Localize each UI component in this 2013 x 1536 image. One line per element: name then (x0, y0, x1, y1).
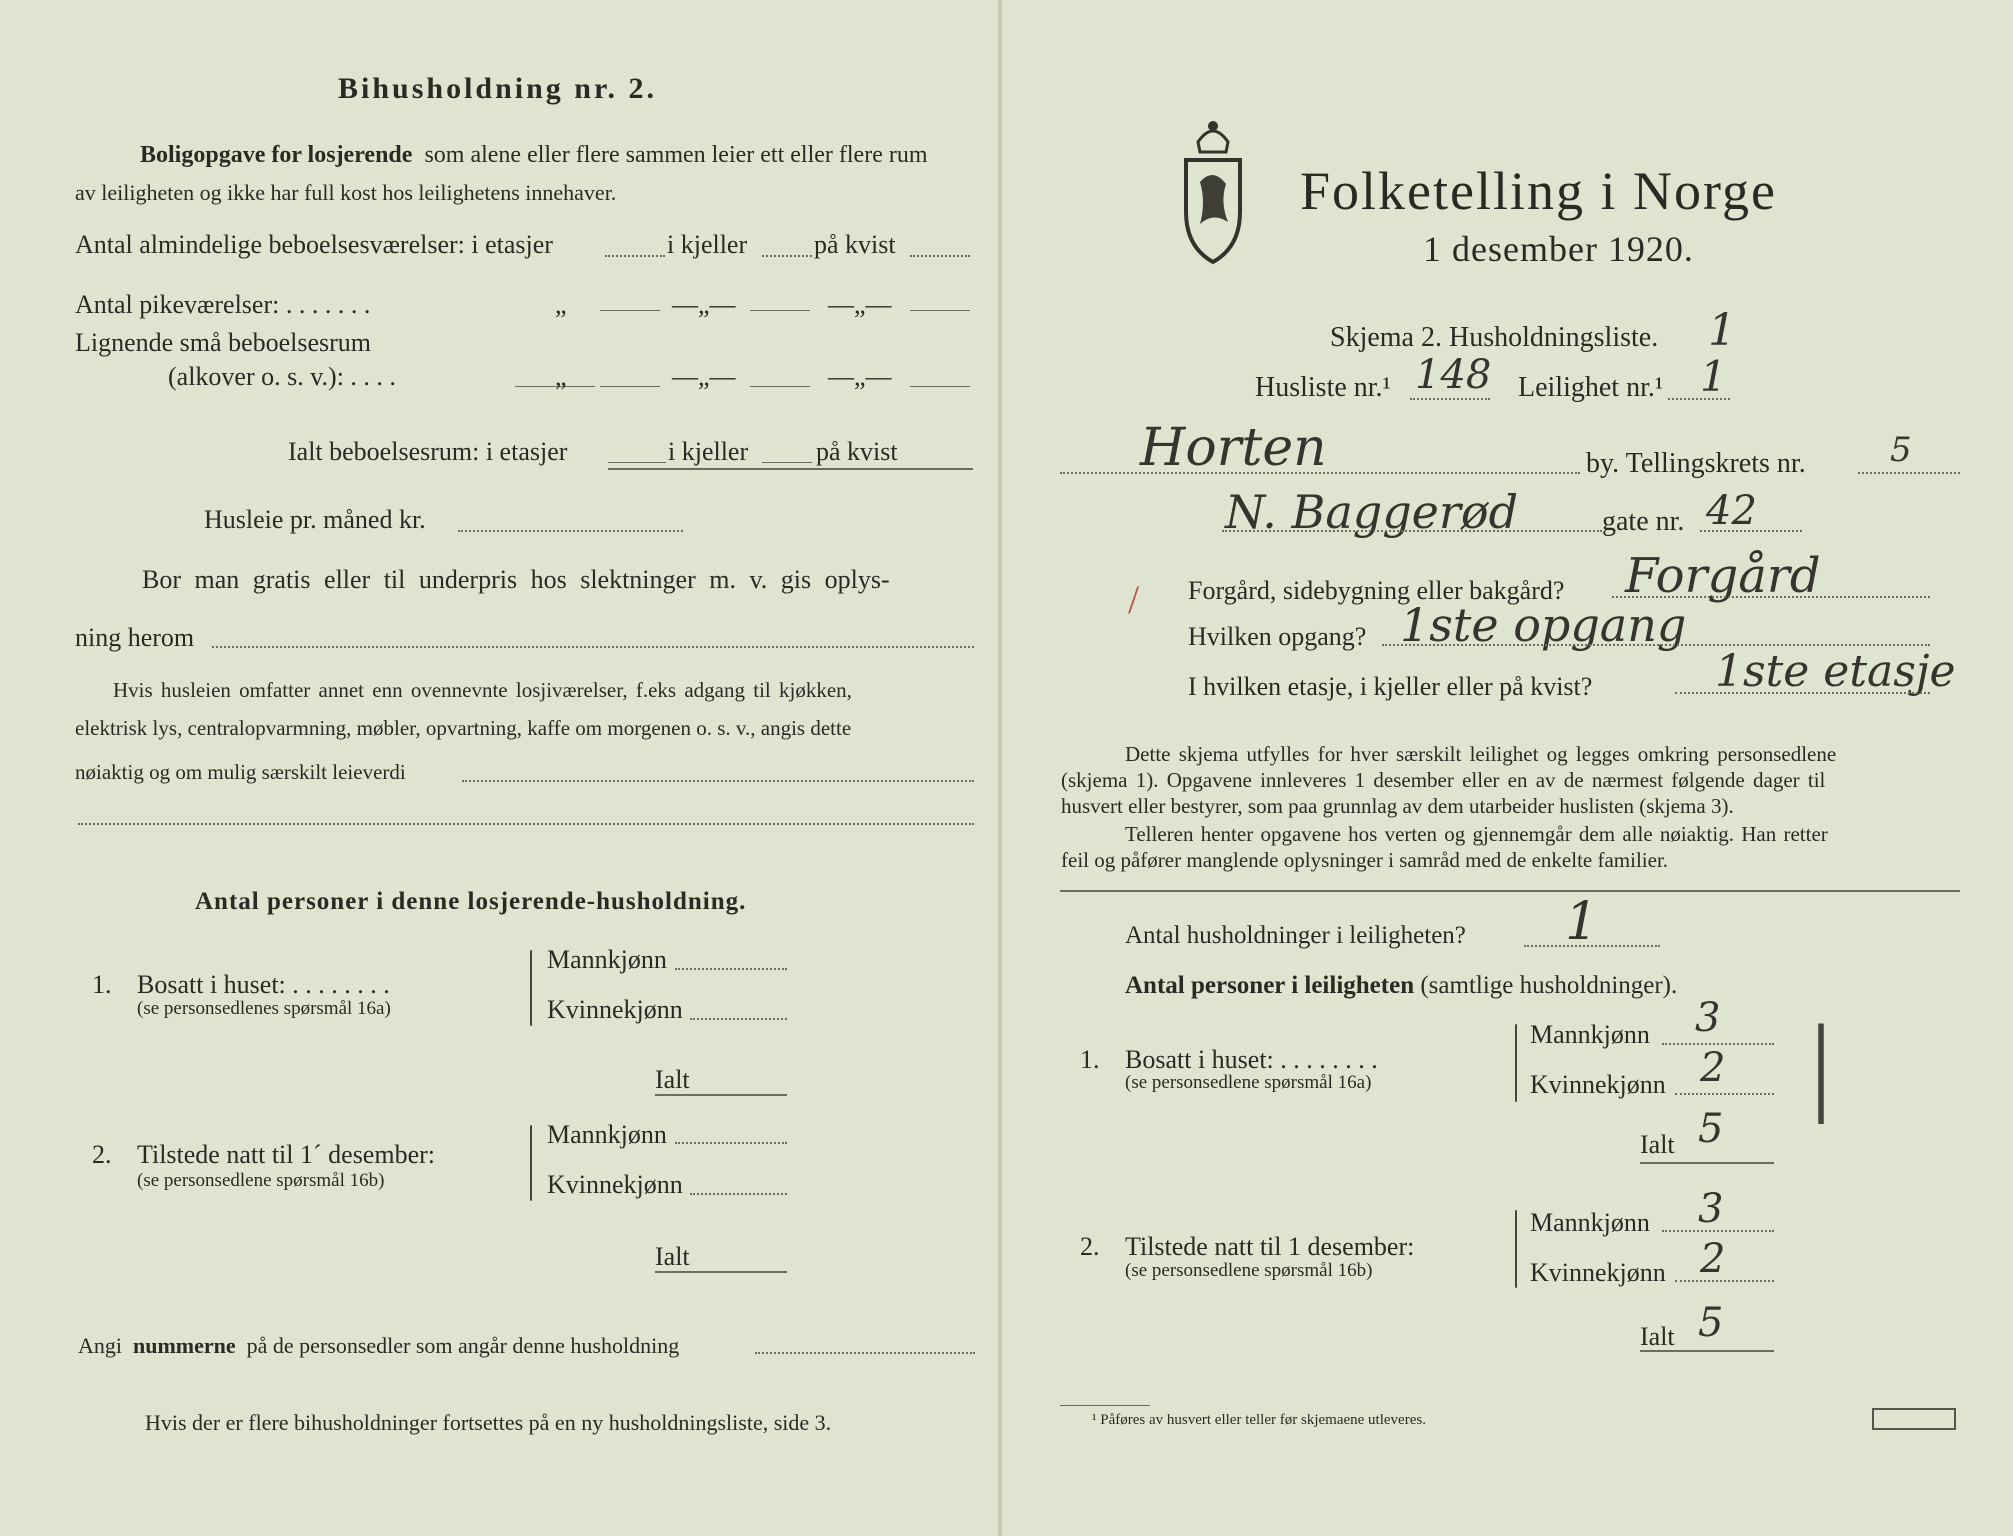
footnote-rule (1060, 1405, 1150, 1406)
printer-stamp (1872, 1408, 1956, 1430)
left-q2-mann-field[interactable] (675, 1142, 787, 1144)
note-line-3: husvert eller bestyrer, som paa grunnlag av dem utarbeider huslisten (skjema 3). (1061, 794, 1734, 818)
footnote: ¹ Påføres av husvert eller teller før skjemaene utleveres. (1092, 1412, 1426, 1428)
note-line-2: (skjema 1). Opgavene innleveres 1 desember eller en av de nærmest følgende dager til (1061, 768, 1826, 792)
etasjer-field[interactable] (605, 255, 665, 257)
angi-line: Angi nummerne på de personsedler som angår denne husholdning (78, 1333, 680, 1358)
etasje-label: I hvilken etasje, i kjeller eller på kvist? (1188, 672, 1593, 701)
note-line-5: feil og påfører manglende oplysninger i samråd med de enkelte familier. (1061, 848, 1669, 872)
etasje-hw[interactable]: 1ste etasje (1715, 646, 1956, 697)
left-q1-ialt-label: Ialt (655, 1065, 690, 1094)
left-q2-mann-label: Mannkjønn (547, 1120, 667, 1149)
krets-field[interactable] (1858, 472, 1960, 474)
ialt-etasjer-field[interactable] (608, 462, 666, 463)
note-line-1: Dette skjema utfylles for hver særskilt leilighet og legges omkring personsedlene (1125, 742, 1837, 766)
left-q1-kvinne-field[interactable] (690, 1018, 787, 1020)
husliste-hw[interactable]: 148 (1415, 352, 1492, 398)
antal-pers-heading: Antal personer i leiligheten (samtlige husholdninger). (1125, 972, 1678, 999)
row-lignende-label: Lignende små beboelsesrum (75, 328, 372, 357)
row-antal-label: Antal almindelige beboelsesværelser: i etasjer (75, 230, 553, 259)
right-q1-brace (1515, 1024, 1517, 1102)
red-pencil-mark: / (1128, 577, 1140, 622)
leieverdi-field-2[interactable] (78, 823, 974, 825)
right-q1-sub: (se personsedlene spørsmål 16a) (1125, 1072, 1372, 1093)
right-q2-ialt-label: Ialt (1640, 1322, 1675, 1351)
row-alkover-label: (alkover o. s. v.): . . . . (168, 362, 396, 391)
left-q2-ialt-field[interactable] (655, 1271, 787, 1273)
right-q1-mann-label: Mannkjønn (1530, 1020, 1650, 1049)
left-q1-mann-label: Mannkjønn (547, 945, 667, 974)
bor-man-line-2: ning herom (75, 623, 195, 652)
ialt-kjeller-label: i kjeller (668, 437, 749, 466)
right-q2-brace (1515, 1210, 1517, 1288)
hvis-line-3: nøiaktig og om mulig særskilt leieverdi (75, 760, 406, 784)
intro-line-1: Boligopgave for losjerende som alene eller flere sammen leier ett eller flere rum (140, 142, 928, 168)
kjeller-field[interactable] (762, 255, 812, 257)
oplysning-field[interactable] (212, 646, 974, 648)
kjeller-label: i kjeller (667, 230, 748, 259)
right-q1-ialt-label: Ialt (1640, 1130, 1675, 1159)
left-q1-mann-field[interactable] (675, 968, 787, 970)
skjema-hw: 1 (1708, 305, 1736, 356)
intro-line-2: av leiligheten og ikke har full kost hos leilighetens innehaver. (75, 180, 617, 205)
gate-nr-field[interactable] (1700, 530, 1802, 532)
right-q2-mann-label: Mannkjønn (1530, 1208, 1650, 1237)
gate-hw[interactable]: N. Baggerød (1225, 485, 1519, 539)
right-q2-kvinne-label: Kvinnekjønn (1530, 1258, 1666, 1287)
right-q1-label: Bosatt i huset: . . . . . . . . (1125, 1045, 1378, 1074)
left-q1-label: Bosatt i huset: . . . . . . . . (137, 970, 390, 999)
left-q2-label: Tilstede natt til 1ˊ desember: (137, 1140, 435, 1169)
gate-field[interactable] (1222, 530, 1602, 532)
forgard-label: Forgård, sidebygning eller bakgård? (1188, 576, 1565, 605)
kvist-field[interactable] (910, 255, 970, 257)
skjema-label: Skjema 2. Husholdningsliste. (1330, 322, 1659, 353)
ditto-3: —„— (828, 290, 892, 319)
left-q1-kvinne-label: Kvinnekjønn (547, 995, 683, 1024)
ditto-1: „ (555, 290, 567, 319)
row-pike-label: Antal pikeværelser: . . . . . . . (75, 290, 371, 319)
antal-personer-heading: Antal personer i denne losjerende-husholdning. (195, 888, 747, 915)
right-q2-ialt-field[interactable] (1640, 1350, 1774, 1352)
left-page (0, 0, 1000, 1536)
hvis-line-2: elektrisk lys, centralopvarmning, møbler, opvartning, kaffe om morgenen o. s. v., angis dette (75, 716, 852, 740)
alkover-kjeller-field[interactable] (750, 386, 810, 387)
leieverdi-field[interactable] (462, 780, 974, 782)
right-q2-mann-hw[interactable]: 3 (1698, 1186, 1724, 1232)
kvist-label: på kvist (814, 230, 896, 259)
right-q1-kvinne-hw[interactable]: 2 (1700, 1045, 1726, 1091)
right-q2-num: 2. (1080, 1232, 1100, 1261)
antal-hush-label: Antal husholdninger i leiligheten? (1125, 922, 1466, 949)
right-q1-ialt-hw[interactable]: 5 (1698, 1106, 1724, 1152)
by-label: by. Tellingskrets nr. (1586, 448, 1806, 479)
pike-etasjer-field[interactable] (600, 310, 660, 311)
ialt-underline (608, 468, 973, 470)
left-q2-sub: (se personsedlene spørsmål 16b) (137, 1170, 385, 1191)
ialt-kvist-label: på kvist (816, 437, 898, 466)
left-q1-ialt-field[interactable] (655, 1094, 787, 1096)
coat-of-arms-icon (1178, 112, 1248, 267)
forgard-hw[interactable]: Forgård (1625, 548, 1821, 604)
ditto-4: „ (555, 362, 567, 391)
right-page (1000, 0, 2013, 1536)
left-q2-ialt-label: Ialt (655, 1242, 690, 1271)
left-q2-num: 2. (92, 1140, 112, 1169)
census-date: 1 desember 1920. (1423, 229, 1694, 269)
right-q1-kvinne-label: Kvinnekjønn (1530, 1070, 1666, 1099)
row-ialt-label: Ialt beboelsesrum: i etasjer (288, 437, 568, 466)
etasje-field[interactable] (1675, 692, 1930, 694)
note-divider (1060, 890, 1960, 892)
ialt-kjeller-field[interactable] (762, 462, 812, 463)
right-q2-kvinne-field[interactable] (1675, 1280, 1774, 1282)
left-q1-num: 1. (92, 970, 112, 999)
left-title: Bihusholdning nr. 2. (338, 72, 658, 105)
right-q2-label: Tilstede natt til 1 desember: (1125, 1232, 1415, 1261)
ditto-6: —„— (828, 362, 892, 391)
right-q2-sub: (se personsedlene spørsmål 16b) (1125, 1260, 1373, 1281)
right-q2-mann-field[interactable] (1662, 1230, 1774, 1232)
antal-hush-hw[interactable]: 1 (1565, 892, 1599, 952)
gate-nr-hw[interactable]: 42 (1706, 488, 1757, 534)
ditto-2: —„— (672, 290, 736, 319)
bor-man-line-1: Bor man gratis eller til underpris hos slektninger m. v. gis oplys- (142, 565, 890, 594)
by-hw[interactable]: Horten (1140, 418, 1327, 478)
tally-mark: | (1810, 1002, 1833, 1124)
antal-hush-field[interactable] (1524, 945, 1660, 947)
right-q2-kvinne-hw[interactable]: 2 (1700, 1236, 1726, 1282)
leilighet-hw[interactable]: 1 (1700, 352, 1727, 401)
left-q1-sub: (se personsedlenes spørsmål 16a) (137, 998, 391, 1019)
hvis-line-1: Hvis husleien omfatter annet enn ovennevnte losjiværelser, f.eks adgang til kjøkken, (113, 678, 852, 702)
opgang-hw[interactable]: 1ste opgang (1400, 598, 1687, 652)
left-q1-brace (530, 950, 532, 1026)
angi-field[interactable] (755, 1352, 975, 1354)
by-field[interactable] (1060, 472, 1580, 474)
pike-kjeller-field[interactable] (750, 310, 810, 311)
right-q1-num: 1. (1080, 1045, 1100, 1074)
pike-kvist-field[interactable] (910, 310, 970, 311)
husleie-field[interactable] (458, 530, 683, 532)
krets-hw[interactable]: 5 (1890, 430, 1912, 470)
alkover-kvist-field[interactable] (910, 386, 970, 387)
right-title: Folketelling i Norge (1300, 161, 1777, 221)
alkover-etasjer-field[interactable] (600, 386, 660, 387)
right-q2-ialt-hw[interactable]: 5 (1698, 1300, 1724, 1346)
note-line-4: Telleren henter opgavene hos verten og gjennemgår dem alle nøiaktig. Han retter (1125, 822, 1828, 846)
opgang-label: Hvilken opgang? (1188, 622, 1367, 651)
husliste-field[interactable] (1410, 398, 1490, 400)
right-q1-mann-hw[interactable]: 3 (1695, 995, 1721, 1041)
right-q1-ialt-field[interactable] (1640, 1162, 1774, 1164)
left-q2-kvinne-label: Kvinnekjønn (547, 1170, 683, 1199)
left-q2-kvinne-field[interactable] (690, 1193, 787, 1195)
leilighet-field[interactable] (1668, 398, 1730, 400)
ditto-5: —„— (672, 362, 736, 391)
gate-label: gate nr. (1602, 506, 1685, 537)
right-q1-kvinne-field[interactable] (1675, 1093, 1774, 1095)
left-footer: Hvis der er flere bihusholdninger fortsettes på en ny husholdningsliste, side 3. (145, 1410, 832, 1435)
left-q2-brace (530, 1125, 532, 1201)
leilighet-label: Leilighet nr.¹ (1518, 372, 1664, 403)
husleie-label: Husleie pr. måned kr. (204, 505, 426, 534)
husliste-label: Husliste nr.¹ (1255, 372, 1391, 403)
